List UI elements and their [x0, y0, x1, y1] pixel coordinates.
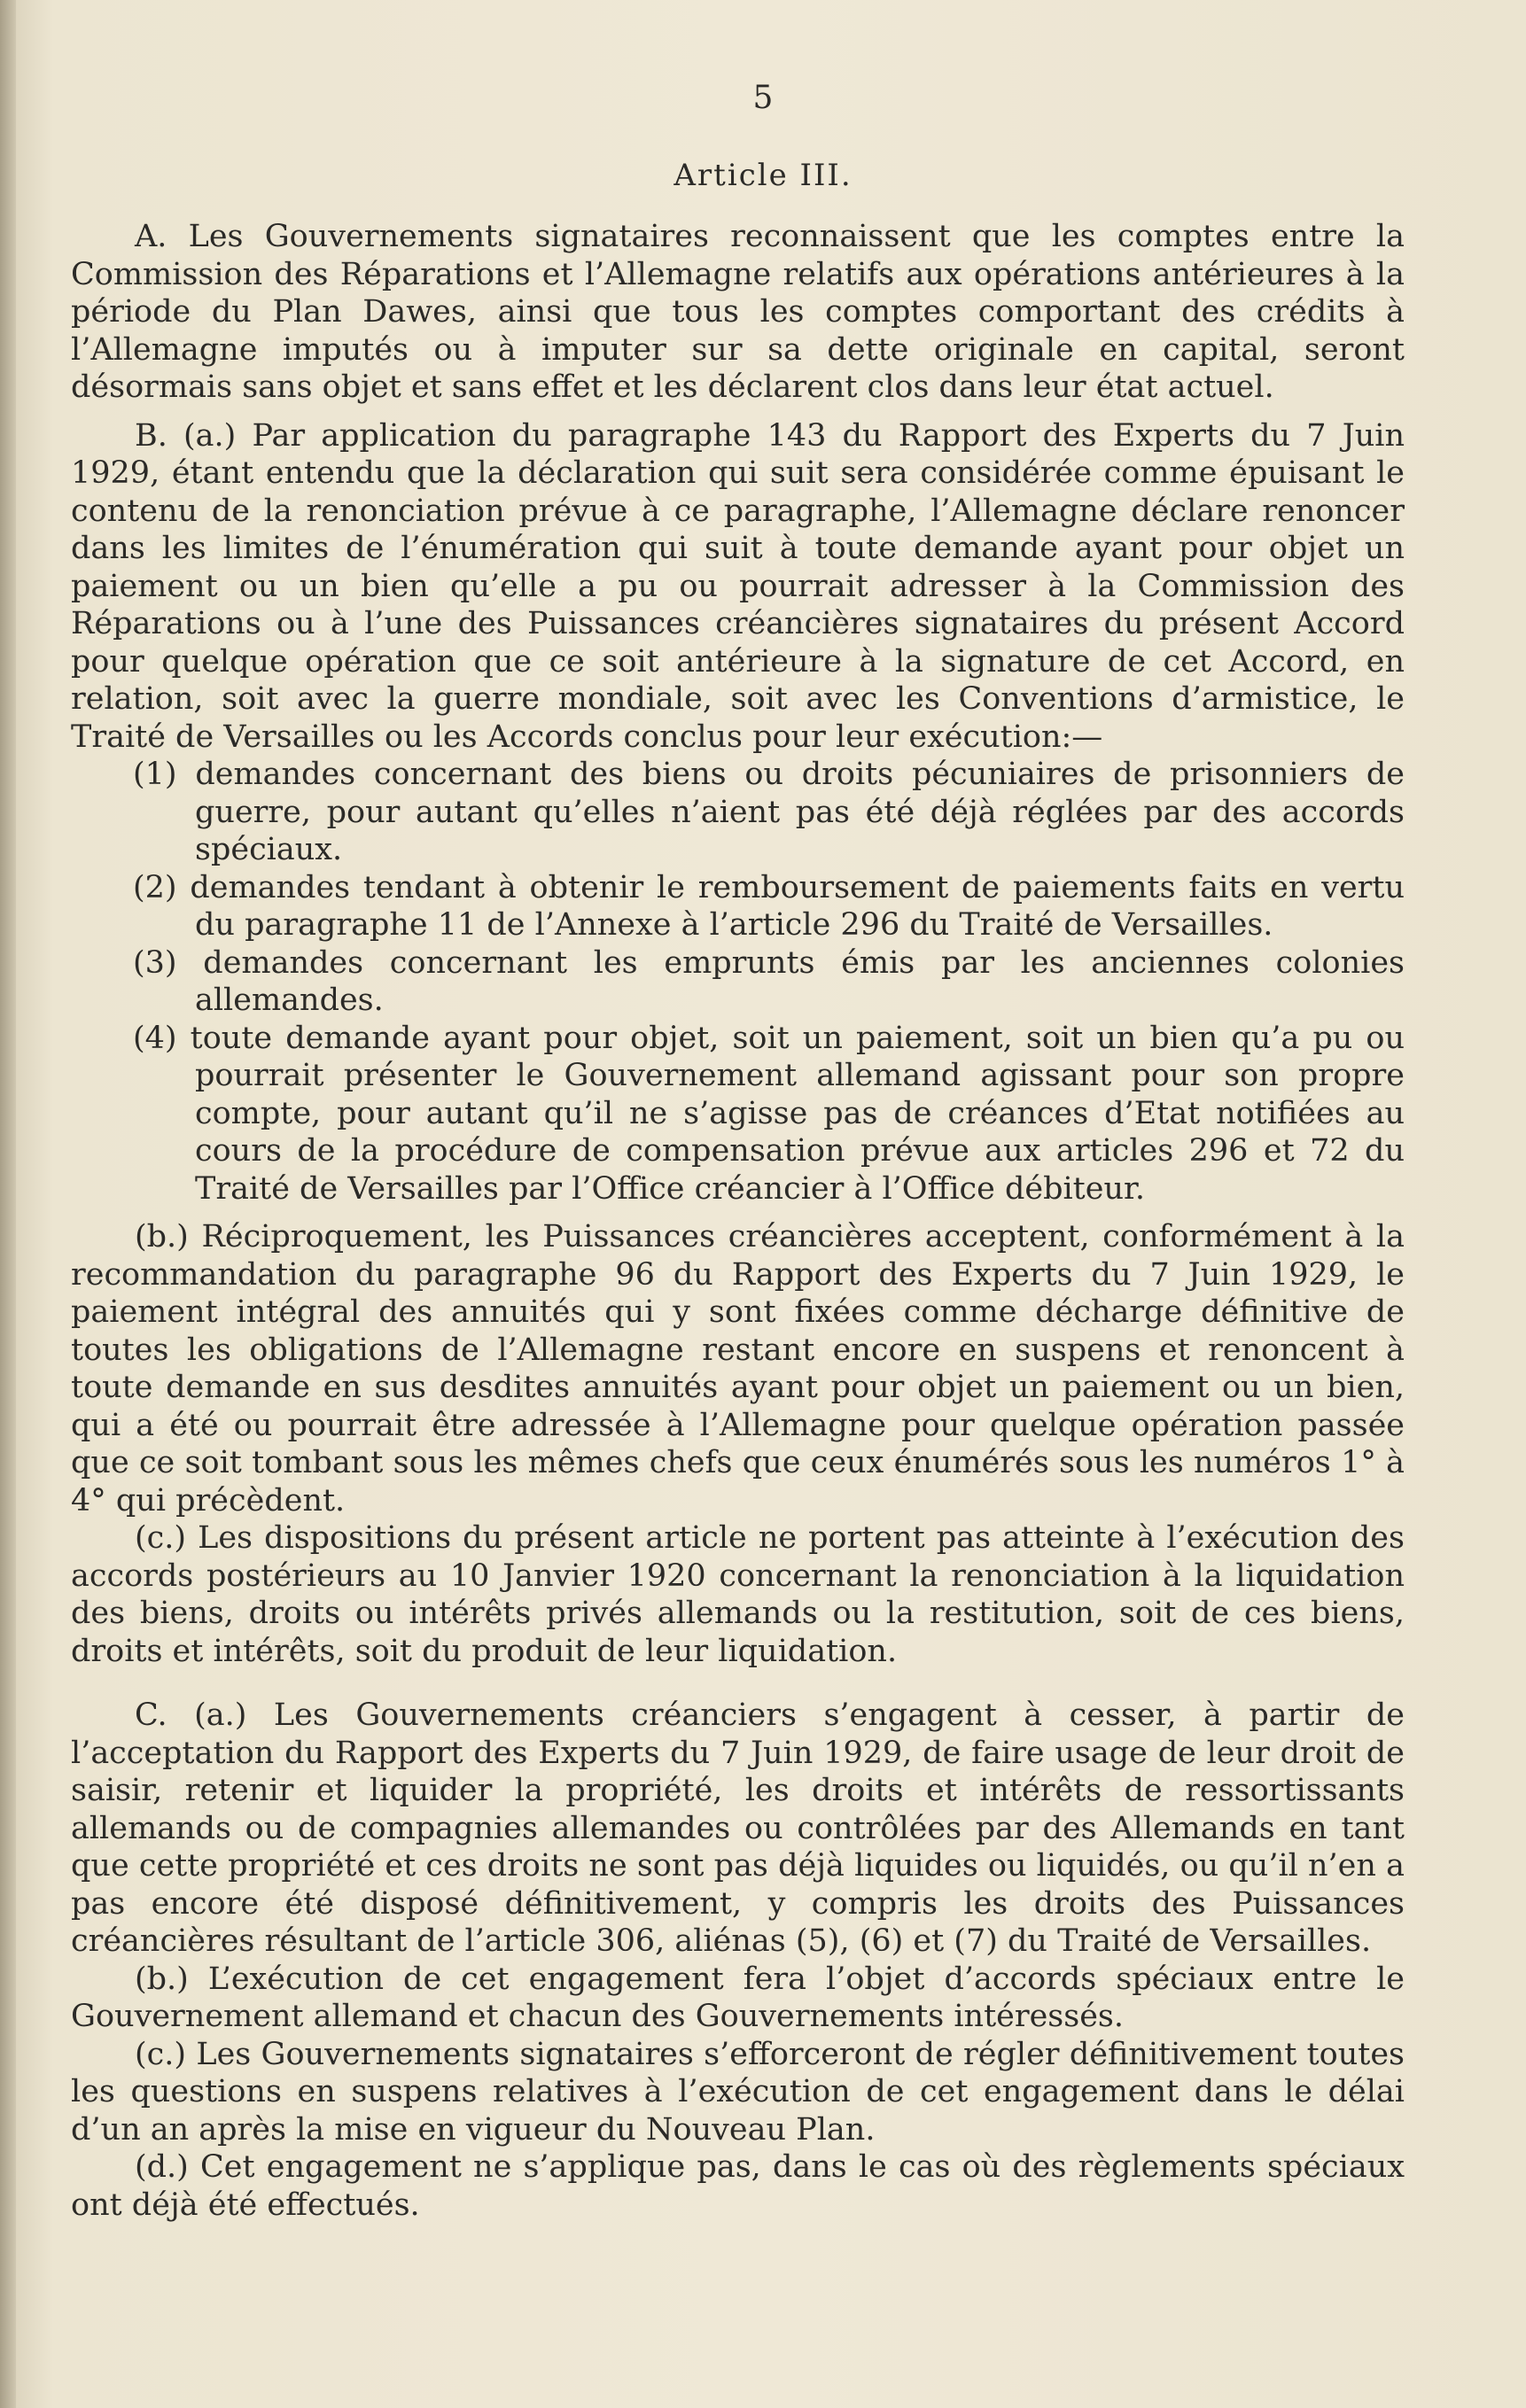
section-c-a-paragraph: C. (a.) Les Gouvernements créanciers s’engagent à cesser, à partir de l’acceptation du Rapport des Experts du 7 Juin 1929, de faire usage de leur droit de saisir, retenir et liquider la propriété, les droits et intérêts de ressortissants allemands ou de compagnies allemandes ou contrôlées par des Allemands en tant que cette propriété et ces droits ne sont pas déjà liquides ou liquidés, ou qu’il n’en a pas encore été disposé définitivement, y compris les droits des Puissances créancières résultant de l’article 306, aliénas (5), (6) et (7) du Traité de Versailles.	[71, 1697, 1405, 1959]
section-c-d-paragraph: (d.) Cet engagement ne s’applique pas, dans le cas où des règlements spéciaux ont déjà été effectués.	[71, 2149, 1405, 2223]
section-b-c-paragraph: (c.) Les dispositions du présent article ne portent pas atteinte à l’exécution des accords postérieurs au 10 Janvier 1920 concernant la renonciation à la liquidation des biens, droits ou intérêts privés allemands ou la restitution, soit de ces biens, droits et intérêts, soit du produit de leur liquidation.	[71, 1520, 1405, 1669]
list-item: (3) demandes concernant les emprunts émis par les anciennes colonies allemandes.	[133, 944, 1405, 1018]
section-c-c-paragraph: (c.) Les Gouvernements signataires s’efforceront de régler définitivement toutes les questions en suspens relatives à l’exécution de cet engagement dans le délai d’un an après la mise en vigueur du Nouveau Plan.	[71, 2036, 1405, 2148]
section-b-a-paragraph: B. (a.) Par application du paragraphe 143 du Rapport des Experts du 7 Juin 1929, étant entendu que la déclaration qui suit sera considérée comme épuisant le contenu de la renonciation prévue à ce paragraphe, l’Allemagne déclare renoncer dans les limites de l’énumération qui suit à toute demande ayant pour objet un paiement ou un bien qu’elle a pu ou pourrait adresser à la Commission des Réparations ou à l’une des Puissances créancières signataires du présent Accord pour quelque opération que ce soit antérieure à la signature de cet Accord, en relation, soit avec la guerre mondiale, soit avec les Conventions d’armistice, le Traité de Versailles ou les Accords conclus pour leur exécution:—	[71, 417, 1405, 755]
list-item: (1) demandes concernant des biens ou droits pécuniaires de prisonniers de guerre, pour autant qu’elles n’aient pas été déjà réglées par des accords spéciaux.	[133, 757, 1405, 867]
section-b-b-paragraph: (b.) Réciproquement, les Puissances créancières acceptent, conformément à la recommandation du paragraphe 96 du Rapport des Experts du 7 Juin 1929, le paiement intégral des annuités qui y sont fixées comme décharge définitive de toutes les obligations de l’Allemagne restant encore en suspens et renoncent à toute demande en sus desdites annuités ayant pour objet un paiement ou un bien, qui a été ou pourrait être adressée à l’Allemagne pour quelque opération passée que ce soit tombant sous les mêmes chefs que ceux énumérés sous les numéros 1° à 4° qui précèdent.	[71, 1219, 1405, 1519]
binding-gutter	[0, 0, 16, 2408]
section-c-b-paragraph: (b.) L’exécution de cet engagement fera l’objet d’accords spéciaux entre le Gouvernement allemand et chacun des Gouvernements intéressés.	[71, 1961, 1405, 2034]
section-a-paragraph: A. Les Gouvernements signataires reconnaissent que les comptes entre la Commission des Réparations et l’Allemagne relatifs aux opérations antérieures à la période du Plan Dawes, ainsi que tous les comptes comportant des crédits à l’Allemagne imputés ou à imputer sur sa dette originale en capital, seront désormais sans objet et sans effet et les déclarent clos dans leur état actuel.	[71, 219, 1405, 405]
list-item: (4) toute demande ayant pour objet, soit un paiement, soit un bien qu’a pu ou pourrait présenter le Gouvernement allemand agissant pour son propre compte, pour autant qu’il ne s’agisse pas de créances d’Etat notifiées au cours de la procédure de compensation prévue aux articles 296 et 72 du Traité de Versailles par l’Office créancier à l’Office débiteur.	[133, 1020, 1405, 1207]
page-number: 5	[752, 80, 774, 116]
list-item: (2) demandes tendant à obtenir le remboursement de paiements faits en vertu du paragraphe 11 de l’Annexe à l’article 296 du Traité de Versailles.	[133, 869, 1405, 943]
article-title: Article III.	[673, 158, 853, 193]
article-body	[71, 218, 1405, 2224]
